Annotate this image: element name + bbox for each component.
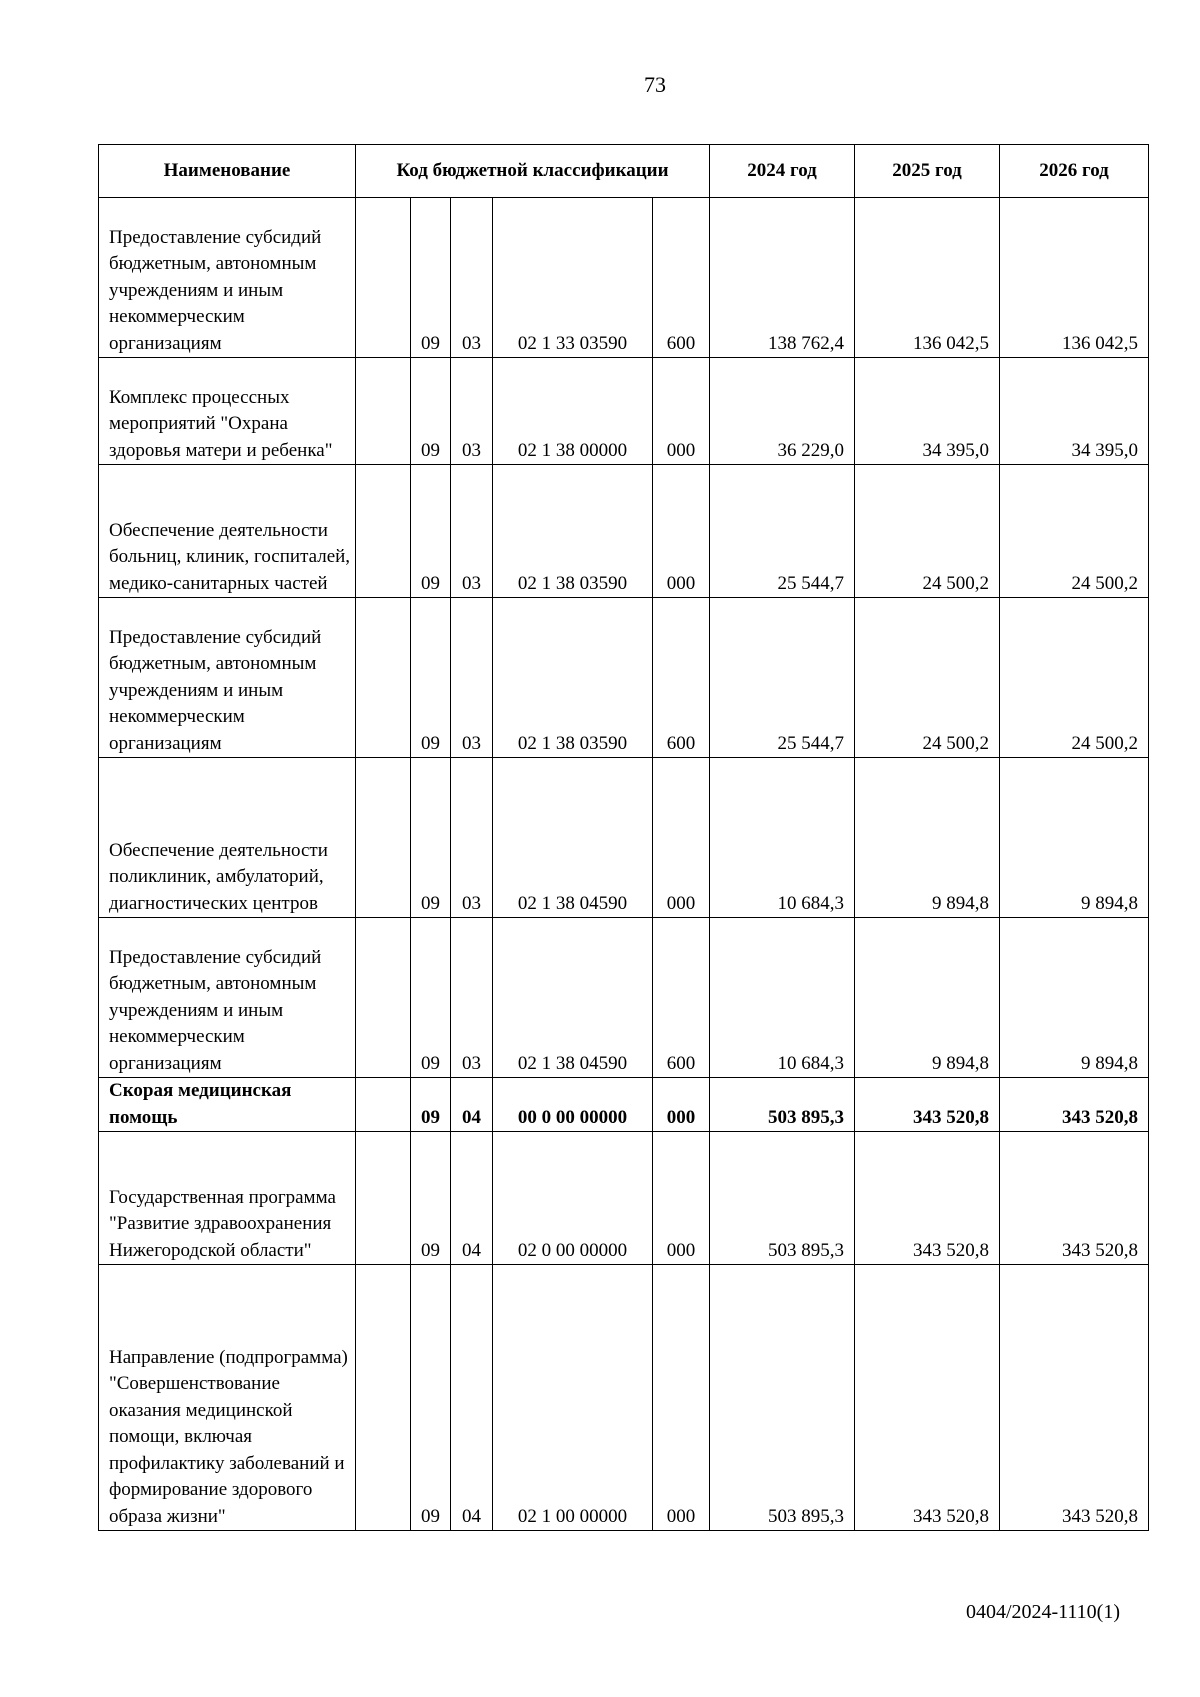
row-expense-type: 000	[653, 1132, 710, 1265]
row-empty-cell	[356, 358, 411, 465]
row-2025: 9 894,8	[855, 918, 1000, 1078]
row-2024: 503 895,3	[710, 1265, 855, 1531]
row-section: 09	[411, 358, 451, 465]
row-2024: 10 684,3	[710, 758, 855, 918]
row-expense-type: 000	[653, 1265, 710, 1531]
table-row	[99, 1132, 1149, 1265]
row-target-article: 02 1 38 04590	[493, 758, 653, 918]
row-2025: 343 520,8	[855, 1078, 1000, 1132]
row-2025: 343 520,8	[855, 1265, 1000, 1531]
row-target-article: 00 0 00 00000	[493, 1078, 653, 1132]
row-target-article: 02 1 38 03590	[493, 598, 653, 758]
row-expense-type: 600	[653, 598, 710, 758]
row-target-article: 02 1 38 04590	[493, 918, 653, 1078]
table-row	[99, 198, 1149, 358]
row-empty-cell	[356, 918, 411, 1078]
table-header-row	[99, 145, 1149, 198]
row-2026: 343 520,8	[1000, 1132, 1149, 1265]
row-empty-cell	[356, 598, 411, 758]
row-empty-cell	[356, 465, 411, 598]
row-2024: 25 544,7	[710, 465, 855, 598]
row-name: Комплекс процессных мероприятий "Охрана здоровья матери и ребенка"	[99, 358, 356, 465]
row-name: Предоставление субсидий бюджетным, автономным учреждениям и иным некоммерческим организациям	[99, 198, 356, 358]
row-2024: 503 895,3	[710, 1078, 855, 1132]
row-empty-cell	[356, 1132, 411, 1265]
header-code: Код бюджетной классификации	[356, 145, 710, 198]
table-row	[99, 598, 1149, 758]
budget-table	[98, 144, 1149, 1531]
table-row	[99, 758, 1149, 918]
row-expense-type: 000	[653, 358, 710, 465]
row-expense-type: 000	[653, 758, 710, 918]
row-subsection: 03	[451, 465, 493, 598]
row-name: Предоставление субсидий бюджетным, автономным учреждениям и иным некоммерческим организациям	[99, 918, 356, 1078]
page-number: 73	[644, 72, 666, 97]
row-2025: 24 500,2	[855, 598, 1000, 758]
row-section: 09	[411, 1078, 451, 1132]
row-2026: 34 395,0	[1000, 358, 1149, 465]
row-target-article: 02 1 33 03590	[493, 198, 653, 358]
row-name: Государственная программа "Развитие здравоохранения Нижегородской области"	[99, 1132, 356, 1265]
header-2024: 2024 год	[710, 145, 855, 198]
row-section: 09	[411, 918, 451, 1078]
header-name: Наименование	[99, 145, 356, 198]
row-2026: 343 520,8	[1000, 1078, 1149, 1132]
row-subsection: 03	[451, 918, 493, 1078]
header-2026: 2026 год	[1000, 145, 1149, 198]
row-name: Предоставление субсидий бюджетным, автономным учреждениям и иным некоммерческим организациям	[99, 598, 356, 758]
row-empty-cell	[356, 198, 411, 358]
header-2025: 2025 год	[855, 145, 1000, 198]
row-2024: 503 895,3	[710, 1132, 855, 1265]
row-2026: 343 520,8	[1000, 1265, 1149, 1531]
row-target-article: 02 0 00 00000	[493, 1132, 653, 1265]
row-expense-type: 000	[653, 465, 710, 598]
row-subsection: 04	[451, 1132, 493, 1265]
row-expense-type: 000	[653, 1078, 710, 1132]
row-section: 09	[411, 198, 451, 358]
row-2026: 24 500,2	[1000, 598, 1149, 758]
row-2024: 25 544,7	[710, 598, 855, 758]
row-section: 09	[411, 758, 451, 918]
row-name: Обеспечение деятельности поликлиник, амбулаторий, диагностических центров	[99, 758, 356, 918]
row-section: 09	[411, 1132, 451, 1265]
row-empty-cell	[356, 1078, 411, 1132]
row-2026: 9 894,8	[1000, 758, 1149, 918]
row-target-article: 02 1 38 00000	[493, 358, 653, 465]
row-section: 09	[411, 465, 451, 598]
row-target-article: 02 1 38 03590	[493, 465, 653, 598]
row-2026: 24 500,2	[1000, 465, 1149, 598]
row-2024: 36 229,0	[710, 358, 855, 465]
row-2024: 138 762,4	[710, 198, 855, 358]
table-row-section-total	[99, 1078, 1149, 1132]
row-section: 09	[411, 598, 451, 758]
row-2025: 34 395,0	[855, 358, 1000, 465]
row-name: Обеспечение деятельности больниц, клиник, госпиталей, медико-санитарных частей	[99, 465, 356, 598]
row-name: Направление (подпрограмма) "Совершенствование оказания медицинской помощи, включая профилактику заболеваний и формирование здорового образа жизни"	[99, 1265, 356, 1531]
row-2026: 136 042,5	[1000, 198, 1149, 358]
row-2025: 136 042,5	[855, 198, 1000, 358]
row-expense-type: 600	[653, 198, 710, 358]
row-subsection: 04	[451, 1078, 493, 1132]
row-subsection: 03	[451, 198, 493, 358]
row-empty-cell	[356, 758, 411, 918]
row-section: 09	[411, 1265, 451, 1531]
row-expense-type: 600	[653, 918, 710, 1078]
table-row	[99, 358, 1149, 465]
table-row	[99, 918, 1149, 1078]
table-row	[99, 465, 1149, 598]
row-2025: 343 520,8	[855, 1132, 1000, 1265]
row-2025: 9 894,8	[855, 758, 1000, 918]
row-subsection: 03	[451, 758, 493, 918]
row-name: Скорая медицинская помощь	[99, 1078, 356, 1132]
row-2024: 10 684,3	[710, 918, 855, 1078]
row-2026: 9 894,8	[1000, 918, 1149, 1078]
row-subsection: 04	[451, 1265, 493, 1531]
row-subsection: 03	[451, 598, 493, 758]
row-2025: 24 500,2	[855, 465, 1000, 598]
table-row	[99, 1265, 1149, 1531]
row-empty-cell	[356, 1265, 411, 1531]
row-target-article: 02 1 00 00000	[493, 1265, 653, 1531]
document-id: 0404/2024-1110(1)	[965, 1601, 1120, 1623]
row-subsection: 03	[451, 358, 493, 465]
